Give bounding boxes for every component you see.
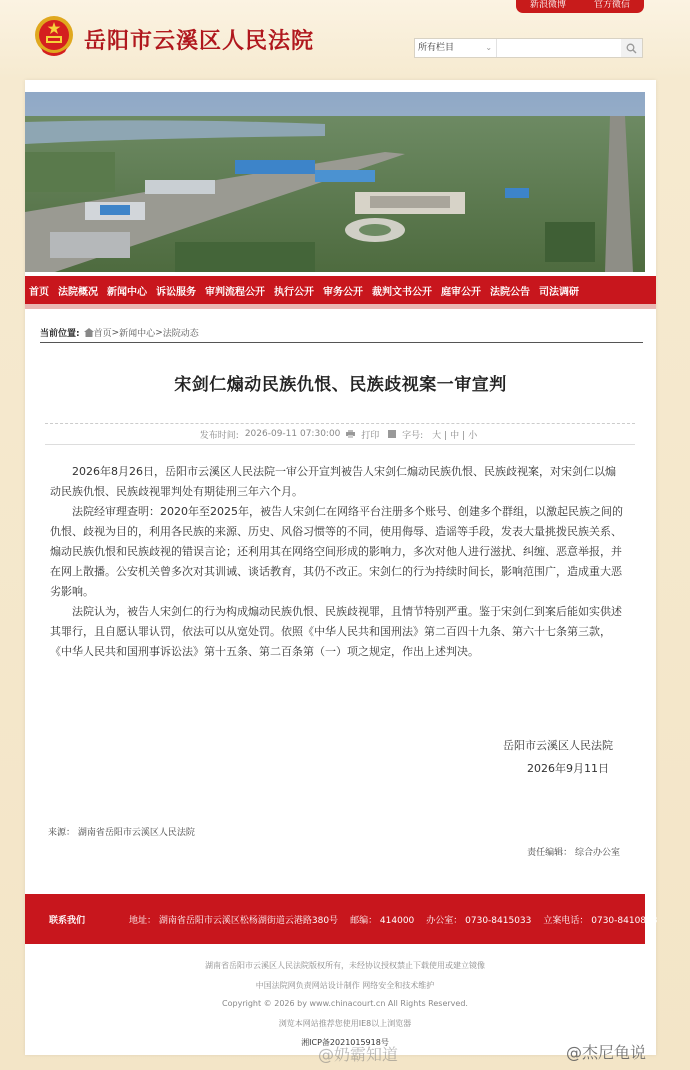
print-button[interactable] — [346, 428, 382, 441]
nav-item-litigation[interactable]: 诉讼服务 — [156, 286, 196, 298]
watermark-right: @杰尼龟说 — [566, 1043, 647, 1062]
published-time: 2026-09-11 07:30:00 — [244, 429, 341, 439]
nav-item-home[interactable]: 首页 — [29, 286, 49, 298]
published-label: 发布时间: — [199, 430, 239, 441]
contact-label: 联系我们 — [49, 915, 86, 926]
font-size-large[interactable]: 大 — [432, 430, 442, 441]
article-paragraph: 法院经审理查明：2020年至2025年，被告人宋剑仁在网络平台注册多个账号、创建多个群组，以激起民族之间的仇恨、歧视为目的，利用各民族的来源、历史、风俗习惯等的不同，使用侮辱、造谣等手段，发表大量挑拨民族关系、煽动民族仇恨和民族歧视的错误言论；还利用其在网络空间形成的影响力，多次对他人进行滋扰、纠缠、恶意举报，并在网上散播。公安机关曾多次对其训诫、谈话教育，其仍不改正。宋剑仁的行为持续时间长，影响范围广，造成重大恶劣影响。 — [50, 505, 623, 598]
breadcrumb-separator: > — [155, 327, 163, 338]
font-size-label: 字号: — [402, 430, 424, 441]
nav-item-judgments[interactable]: 裁判文书公开 — [372, 286, 432, 298]
signature-court: 岳阳市云溪区人民法院 — [503, 739, 613, 752]
breadcrumb-home[interactable] — [84, 326, 112, 339]
font-size-control: 字号: 大 | 中 | 小 — [388, 428, 480, 441]
breadcrumb-separator: > — [111, 327, 120, 338]
footer-postcode: 邮编： 414000 — [350, 915, 415, 926]
nav-divider — [25, 304, 656, 309]
site-title: 岳阳市云溪区人民法院 — [84, 28, 315, 54]
search-bar — [414, 38, 643, 58]
watermark-left: @奶霸知道 — [318, 1045, 399, 1064]
nav-item-trial-process[interactable]: 审判流程公开 — [205, 286, 265, 298]
article-paragraph: 法院认为，被告人宋剑仁的行为构成煽动民族仇恨、民族歧视罪，且情节特别严重。鉴于宋剑仁到案后能如实供述其罪行，且自愿认罪认罚，依法可以从宽处罚。依照《中华人民共和国刑法》第二百四十九条、第六十七条第三款，《中华人民共和国刑事诉讼法》第十五条、第二百条第（一）项之规定，作出上述判决。 — [50, 605, 622, 658]
chevron-down-icon: ⌄ — [485, 43, 493, 52]
search-scope-select[interactable] — [415, 39, 497, 57]
banner-aerial-image — [25, 92, 645, 272]
nav-item-news[interactable]: 新闻中心 — [107, 286, 147, 298]
signature-date: 2026年9月11日 — [527, 762, 609, 775]
main-nav — [25, 276, 656, 304]
breadcrumb-home-label: 首页 — [93, 329, 112, 339]
search-input[interactable] — [497, 39, 621, 57]
breadcrumb-current[interactable]: 法院动态 — [162, 329, 199, 339]
breadcrumb-section[interactable]: 新闻中心 — [119, 329, 156, 339]
nav-item-hearings[interactable]: 庭审公开 — [441, 286, 481, 298]
wechat-link[interactable]: 官方微信 — [593, 0, 630, 10]
nav-item-announcements[interactable]: 法院公告 — [490, 286, 530, 298]
article-source: 来源： 湖南省岳阳市云溪区人民法院 — [48, 828, 195, 838]
search-scope-value: 所有栏目 — [418, 43, 455, 53]
font-size-icon — [388, 430, 396, 438]
article-editor: 责任编辑： 综合办公室 — [527, 848, 620, 858]
print-label: 打印 — [361, 430, 380, 441]
national-emblem-icon — [33, 14, 75, 60]
social-links — [516, 0, 644, 13]
copyright-line: Copyright © 2026 by www.chinacourt.cn All Rights Reserved. — [222, 999, 468, 1008]
search-button[interactable] — [621, 39, 642, 57]
footer-address: 地址： 湖南省岳阳市云溪区松杨湖街道云港路380号 — [129, 915, 339, 926]
home-icon — [84, 328, 94, 337]
nav-item-research[interactable]: 司法调研 — [539, 286, 579, 298]
printer-icon — [346, 430, 355, 438]
footer-contact-bar — [25, 894, 658, 944]
nav-item-enforcement[interactable]: 执行公开 — [274, 286, 314, 298]
copyright-line: 中国法院网负责网站设计制作 网络安全和技术维护 — [255, 981, 435, 990]
breadcrumb — [40, 323, 643, 343]
footer-filing-phone: 立案电话： 0730-8410823 — [543, 915, 658, 926]
footer-office-phone: 办公室： 0730-8415033 — [426, 915, 532, 926]
article-body — [50, 462, 625, 662]
breadcrumb-label: 当前位置: — [40, 329, 80, 339]
icp-number[interactable]: 湘ICP备2021015918号 — [301, 1038, 389, 1047]
font-size-medium[interactable]: 中 — [450, 430, 460, 441]
nav-item-affairs[interactable]: 审务公开 — [323, 286, 363, 298]
copyright-line: 湖南省岳阳市云溪区人民法院版权所有，未经协议授权禁止下载使用或建立镜像 — [205, 961, 485, 970]
nav-item-overview[interactable]: 法院概况 — [58, 286, 98, 298]
font-size-small[interactable]: 小 — [468, 430, 478, 441]
article-title: 宋剑仁煽动民族仇恨、民族歧视案一审宣判 — [174, 375, 507, 395]
weibo-link[interactable]: 新浪微博 — [529, 0, 566, 10]
browser-recommendation: 浏览本网站推荐您使用IE8以上浏览器 — [278, 1019, 412, 1028]
article-meta — [45, 423, 635, 445]
article-paragraph: 2026年8月26日，岳阳市云溪区人民法院一审公开宣判被告人宋剑仁煽动民族仇恨、民族歧视案，对宋剑仁以煽动民族仇恨、民族歧视罪判处有期徒刑三年六个月。 — [50, 465, 616, 498]
search-icon — [626, 43, 637, 54]
